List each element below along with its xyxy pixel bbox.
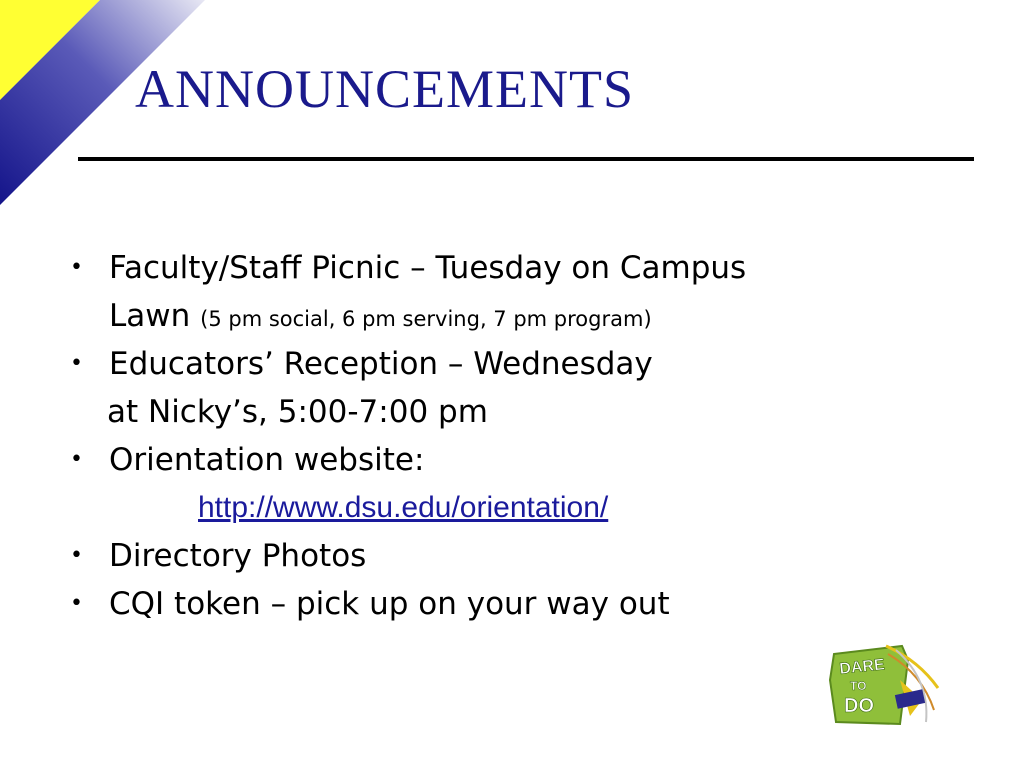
list-item-continuation — [70, 484, 970, 532]
list-item — [70, 532, 970, 580]
bullet-marker: • — [70, 447, 83, 472]
list-item — [70, 244, 970, 292]
logo-word-do: DO — [844, 695, 874, 717]
reception-text: Educators’ Reception – Wednesday — [109, 346, 653, 382]
list-item-continuation — [70, 388, 970, 436]
bullet-marker: • — [70, 255, 83, 280]
logo-word-dare: DARE — [838, 656, 886, 678]
bullet-marker: • — [70, 591, 83, 616]
dare-to-do-logo — [826, 640, 946, 730]
picnic-location: Lawn — [109, 298, 191, 334]
announcement-list — [70, 244, 970, 628]
logo-word-to: TO — [850, 679, 867, 693]
cqi-token-text: CQI token – pick up on your way out — [109, 586, 670, 622]
list-item — [70, 436, 970, 484]
slide-title: ANNOUNCEMENTS — [135, 59, 634, 119]
list-item — [70, 580, 970, 628]
list-item — [70, 340, 970, 388]
picnic-schedule: (5 pm social, 6 pm serving, 7 pm program) — [200, 307, 652, 331]
picnic-text: Faculty/Staff Picnic – Tuesday on Campus — [109, 250, 747, 286]
bullet-marker: • — [70, 543, 83, 568]
list-item-continuation — [70, 292, 970, 340]
bullet-marker: • — [70, 351, 83, 376]
title-underline — [78, 157, 974, 161]
reception-details: at Nicky’s, 5:00-7:00 pm — [107, 394, 488, 430]
orientation-label: Orientation website: — [109, 442, 425, 478]
orientation-link[interactable]: http://www.dsu.edu/orientation/ — [198, 491, 609, 524]
directory-photos-text: Directory Photos — [109, 538, 367, 574]
